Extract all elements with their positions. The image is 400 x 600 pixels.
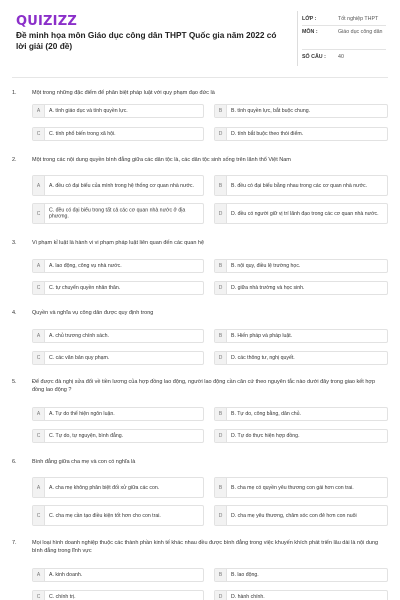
- option-a[interactable]: [32, 329, 204, 343]
- option-d[interactable]: [214, 505, 388, 526]
- option-b[interactable]: [214, 477, 388, 498]
- option-d[interactable]: [214, 281, 388, 295]
- option-letter: B: [215, 176, 227, 195]
- option-text: A. chủ trương chính sách.: [49, 332, 109, 339]
- question-text: Một trong những đặc điểm để phân biệt pháp luật với quy phạm đạo đức là: [32, 90, 215, 96]
- option-text: C. các văn bản quy phạm.: [49, 354, 110, 361]
- option-text: B. cha mẹ có quyền yêu thương con gái hơn con trai.: [231, 484, 354, 491]
- question-number: 4.: [12, 310, 17, 316]
- option-text: C. tính phổ biến trong xã hội.: [49, 130, 116, 137]
- option-a[interactable]: [32, 104, 204, 118]
- option-text: B. đều có đại biểu bằng nhau trong các cơ quan nhà nước.: [231, 182, 368, 189]
- meta-label: MÔN :: [302, 29, 318, 35]
- question-number: 7.: [12, 540, 17, 546]
- option-text: D. hành chính.: [231, 593, 265, 600]
- option-letter: C: [33, 430, 45, 442]
- question-text: Để được đà nghị sửa đổi về tiền lương của hợp đồng lao động, người lao động cần căn cứ theo nguyên tắc nào dưới đây trong giao kết hợp đồng lao động ?: [32, 379, 376, 393]
- option-text: B. lao động.: [231, 571, 259, 578]
- option-letter: C: [33, 352, 45, 364]
- option-letter: C: [33, 128, 45, 140]
- option-text: D. Tự do thực hiện hợp đồng.: [231, 432, 300, 439]
- option-c[interactable]: [32, 203, 204, 224]
- option-d[interactable]: [214, 590, 388, 600]
- option-text: A. cha mẹ không phân biệt đối xử giữa các con.: [49, 484, 160, 491]
- meta-value: 40: [338, 54, 344, 60]
- option-letter: B: [215, 260, 227, 272]
- question-number: 1.: [12, 90, 17, 96]
- option-text: D. các thông tư, nghị quyết.: [231, 354, 295, 361]
- option-b[interactable]: [214, 104, 388, 118]
- option-c[interactable]: [32, 429, 204, 443]
- meta-divider: [302, 25, 386, 26]
- option-c[interactable]: [32, 590, 204, 600]
- question-number: 2.: [12, 157, 17, 163]
- option-c[interactable]: [32, 351, 204, 365]
- option-text: B. nội quy, điều lệ trường học.: [231, 262, 301, 269]
- option-text: D. tính bắt buộc theo thói điểm.: [231, 130, 304, 137]
- option-d[interactable]: [214, 429, 388, 443]
- option-b[interactable]: [214, 407, 388, 421]
- option-c[interactable]: [32, 505, 204, 526]
- option-letter: C: [33, 591, 45, 600]
- question-text: Một trong các nội dung quyền bình đẳng giữa các dân tộc là, các dân tộc sinh sống trên lãnh thổ Việt Nam: [32, 157, 291, 163]
- option-letter: D: [215, 128, 227, 140]
- option-letter: A: [33, 569, 45, 581]
- question-number: 3.: [12, 240, 17, 246]
- option-text: B. tính quyền lực, bắt buộc chung.: [231, 107, 311, 114]
- option-letter: B: [215, 569, 227, 581]
- question-text: Mọi loại hình doanh nghiệp thuộc các thành phần kinh tế khác nhau đều được bình đẳng trong việc khuyến khích phát triển lâu dài là nội dung bình đẳng trong lĩnh vực: [32, 540, 379, 554]
- option-letter: A: [33, 105, 45, 117]
- option-text: C. cha mẹ cần tạo điều kiện tốt hơn cho con trai.: [49, 512, 161, 519]
- option-letter: D: [215, 430, 227, 442]
- option-a[interactable]: [32, 407, 204, 421]
- option-text: B. Tự do, công bằng, dân chủ.: [231, 410, 301, 417]
- option-letter: B: [215, 478, 227, 497]
- question-text: Vi phạm kỉ luật là hành vi vi phạm pháp luật liên quan đến các quan hệ: [32, 240, 205, 246]
- option-letter: D: [215, 282, 227, 294]
- meta-label: SỐ CÂU :: [302, 54, 326, 60]
- quizizz-logo: QUIZIZZ: [16, 14, 77, 29]
- option-text: C. Tự do, tự nguyện, bình đẳng.: [49, 432, 124, 439]
- meta-value: Giáo dục công dân: [338, 29, 383, 35]
- question-text: Quyền và nghĩa vụ công dân được quy định trong: [32, 310, 154, 316]
- option-c[interactable]: [32, 127, 204, 141]
- option-text: B. Hiến pháp và pháp luật.: [231, 332, 293, 339]
- option-letter: D: [215, 591, 227, 600]
- option-c[interactable]: [32, 281, 204, 295]
- meta-divider: [302, 49, 386, 50]
- option-d[interactable]: [214, 203, 388, 224]
- option-letter: C: [33, 506, 45, 525]
- option-letter: A: [33, 330, 45, 342]
- option-b[interactable]: [214, 329, 388, 343]
- option-a[interactable]: [32, 175, 204, 196]
- option-text: D. giữa nhà trường và học sinh.: [231, 284, 305, 291]
- header-divider: [12, 77, 388, 78]
- option-letter: B: [215, 330, 227, 342]
- option-d[interactable]: [214, 351, 388, 365]
- option-d[interactable]: [214, 127, 388, 141]
- option-text: A. đều có đại biểu của mình trong hệ thống cơ quan nhà nước.: [49, 182, 194, 189]
- option-letter: B: [215, 408, 227, 420]
- option-letter: D: [215, 204, 227, 223]
- question-text: Bình đẳng giữa cha mẹ và con có nghĩa là: [32, 459, 136, 465]
- option-letter: A: [33, 408, 45, 420]
- option-letter: B: [215, 105, 227, 117]
- option-text: A. Tự do thể hiện ngôn luận.: [49, 410, 115, 417]
- option-text: D. cha mẹ yêu thương, chăm sóc con đẻ hơn con nuôi: [231, 512, 357, 519]
- question-number: 5.: [12, 379, 17, 385]
- option-letter: A: [33, 260, 45, 272]
- option-letter: A: [33, 176, 45, 195]
- option-letter: D: [215, 352, 227, 364]
- worksheet-title: Đề minh họa môn Giáo dục công dân THPT Quốc gia năm 2022 có lời giải (20 đề): [16, 30, 277, 51]
- meta-label: LỚP :: [302, 16, 317, 22]
- meta-value: Tốt nghiệp THPT: [338, 16, 379, 22]
- worksheet-header: [0, 0, 400, 76]
- question-number: 6.: [12, 459, 17, 465]
- option-letter: C: [33, 282, 45, 294]
- option-text: C. chính trị.: [49, 593, 76, 600]
- option-letter: D: [215, 506, 227, 525]
- option-b[interactable]: [214, 175, 388, 196]
- option-b[interactable]: [214, 259, 388, 273]
- option-a[interactable]: [32, 259, 204, 273]
- option-letter: C: [33, 204, 45, 223]
- option-b[interactable]: [214, 568, 388, 582]
- option-letter: A: [33, 478, 45, 497]
- option-a[interactable]: [32, 568, 204, 582]
- option-text: A. tính giáo dục và tính quyền lực.: [49, 107, 128, 114]
- option-text: C. tự chuyển quyền nhân thân.: [49, 284, 121, 291]
- meta-info-box: [297, 11, 388, 66]
- option-text: D. đều có người giữ vị trí lãnh đạo trong các cơ quan nhà nước.: [231, 210, 379, 217]
- option-text: C. đều có đại biểu trong tất cả các cơ quan nhà nước ở địa phương.: [49, 207, 186, 220]
- option-text: A. lao động, công vụ nhà nước.: [49, 262, 122, 269]
- option-a[interactable]: [32, 477, 204, 498]
- option-text: A. kinh doanh.: [49, 571, 83, 578]
